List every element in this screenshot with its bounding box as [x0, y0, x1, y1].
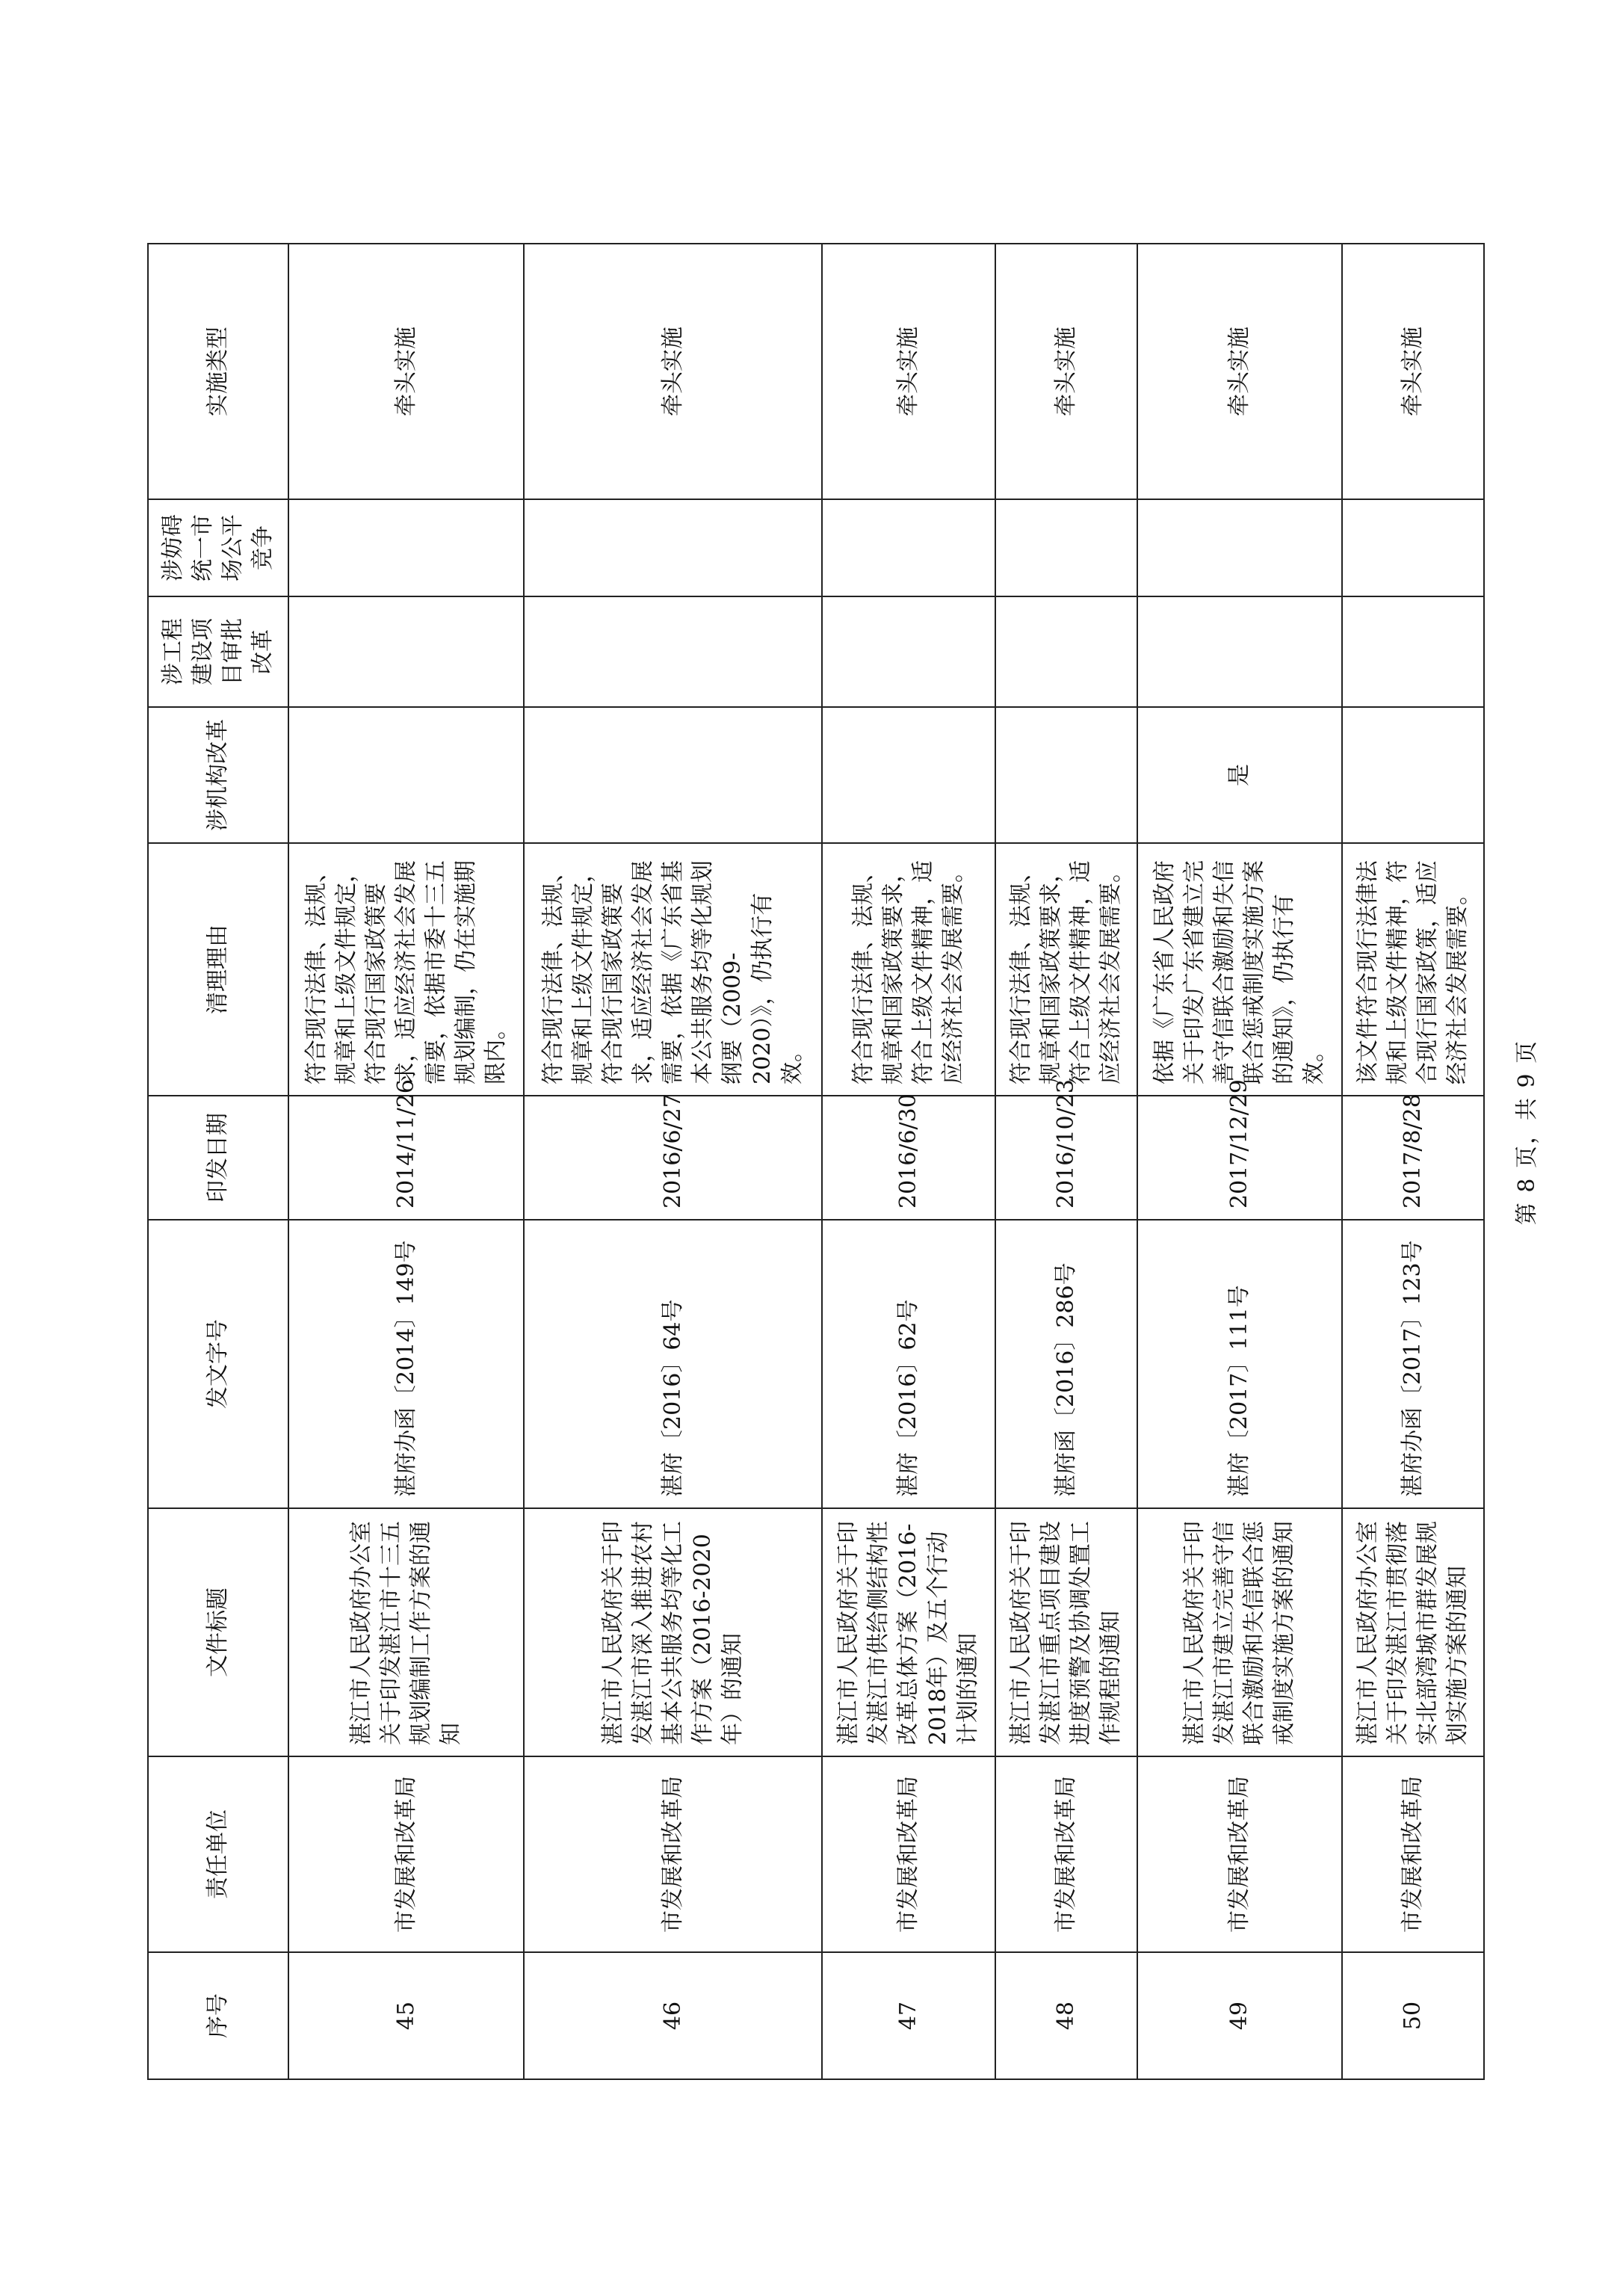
cell-org-reform: 是	[1137, 707, 1342, 843]
cell-doc-no: 湛府函〔2016〕286号	[995, 1220, 1137, 1508]
header-competition: 涉妨碍统一市场公平竞争	[148, 499, 288, 596]
cell-reason: 符合现行法律、法规、规章和上级文件规定，符合现行国家政策要求，适应经济社会发展需要，依据市委十三五规划编制，仍在实施期限内。	[288, 843, 524, 1096]
cell-date: 2016/10/23	[995, 1096, 1137, 1220]
cell-eng-reform	[1137, 596, 1342, 707]
table-row	[524, 244, 822, 2079]
header-no: 序号	[148, 1952, 288, 2079]
cell-unit: 市发展和改革局	[288, 1756, 524, 1952]
cell-no: 46	[524, 1952, 822, 2079]
cell-unit: 市发展和改革局	[1342, 1756, 1484, 1952]
header-title: 文件标题	[148, 1508, 288, 1756]
cell-type: 牵头实施	[524, 244, 822, 499]
cell-org-reform	[822, 707, 995, 843]
cell-competition	[1342, 499, 1484, 596]
table-header-row	[148, 244, 288, 2079]
cell-date: 2016/6/27	[524, 1096, 822, 1220]
cell-date: 2014/11/26	[288, 1096, 524, 1220]
cell-reason: 符合现行法律、法规、规章和国家政策要求，符合上级文件精神，适应经济社会发展需要。	[822, 843, 995, 1096]
cell-title: 湛江市人民政府办公室关于印发湛江市十三五规划编制工作方案的通知	[288, 1508, 524, 1756]
cell-type: 牵头实施	[288, 244, 524, 499]
cell-eng-reform	[822, 596, 995, 707]
page-footer: 第 8 页，共 9 页	[1514, 1039, 1540, 1226]
cell-date: 2017/8/28	[1342, 1096, 1484, 1220]
cell-unit: 市发展和改革局	[822, 1756, 995, 1952]
cell-no: 45	[288, 1952, 524, 2079]
cell-reason: 该文件符合现行法律法规和上级文件精神，符合现行国家政策，适应经济社会发展需要。	[1342, 843, 1484, 1096]
cell-reason: 依据《广东省人民政府关于印发广东省建立完善守信联合激励和失信联合惩戒制度实施方案的通知》，仍执行有效。	[1137, 843, 1342, 1096]
table-row	[288, 244, 524, 2079]
cell-doc-no: 湛府办函〔2017〕123号	[1342, 1220, 1484, 1508]
cell-competition	[524, 499, 822, 596]
cell-competition	[1137, 499, 1342, 596]
header-unit: 责任单位	[148, 1756, 288, 1952]
cell-title: 湛江市人民政府办公室关于印发湛江市贯彻落实北部湾城市群发展规划实施方案的通知	[1342, 1508, 1484, 1756]
cell-unit: 市发展和改革局	[1137, 1756, 1342, 1952]
table-row	[1137, 244, 1342, 2079]
cell-doc-no: 湛府〔2017〕111号	[1137, 1220, 1342, 1508]
cell-org-reform	[524, 707, 822, 843]
header-reason: 清理理由	[148, 843, 288, 1096]
cell-date: 2016/6/30	[822, 1096, 995, 1220]
cell-doc-no: 湛府〔2016〕62号	[822, 1220, 995, 1508]
cell-no: 49	[1137, 1952, 1342, 2079]
header-org-reform: 涉机构改革	[148, 707, 288, 843]
cell-type: 牵头实施	[1137, 244, 1342, 499]
header-eng-reform: 涉工程建设项目审批改革	[148, 596, 288, 707]
cell-type: 牵头实施	[1342, 244, 1484, 499]
cell-title: 湛江市人民政府关于印发湛江市供给侧结构性改革总体方案（2016-2018年）及五个行动计划的通知	[822, 1508, 995, 1756]
cell-org-reform	[995, 707, 1137, 843]
cell-no: 48	[995, 1952, 1137, 2079]
cell-doc-no: 湛府办函〔2014〕149号	[288, 1220, 524, 1508]
table-row	[822, 244, 995, 2079]
cell-title: 湛江市人民政府关于印发湛江市建立完善守信联合激励和失信联合惩戒制度实施方案的通知	[1137, 1508, 1342, 1756]
cell-no: 50	[1342, 1952, 1484, 2079]
cell-competition	[822, 499, 995, 596]
cell-title: 湛江市人民政府关于印发湛江市重点项目建设进度预警及协调处置工作规程的通知	[995, 1508, 1137, 1756]
cell-unit: 市发展和改革局	[524, 1756, 822, 1952]
header-date: 印发日期	[148, 1096, 288, 1220]
cell-competition	[995, 499, 1137, 596]
cell-type: 牵头实施	[822, 244, 995, 499]
cell-unit: 市发展和改革局	[995, 1756, 1137, 1952]
cell-no: 47	[822, 1952, 995, 2079]
cell-reason: 符合现行法律、法规、规章和国家政策要求，符合上级文件精神，适应经济社会发展需要。	[995, 843, 1137, 1096]
cell-doc-no: 湛府〔2016〕64号	[524, 1220, 822, 1508]
cell-reason: 符合现行法律、法规、规章和上级文件规定，符合现行国家政策要求，适应经济社会发展需要，依据《广东省基本公共服务均等化规划纲要（2009-2020）》，仍执行有效。	[524, 843, 822, 1096]
header-type: 实施类型	[148, 244, 288, 499]
rotated-table-container	[147, 244, 1485, 2080]
table-row	[1342, 244, 1484, 2079]
table-body	[288, 244, 1484, 2079]
header-doc-no: 发文字号	[148, 1220, 288, 1508]
cell-eng-reform	[524, 596, 822, 707]
cell-type: 牵头实施	[995, 244, 1137, 499]
policy-document-table	[147, 243, 1485, 2080]
cell-competition	[288, 499, 524, 596]
cell-org-reform	[288, 707, 524, 843]
cell-date: 2017/12/29	[1137, 1096, 1342, 1220]
cell-eng-reform	[288, 596, 524, 707]
table-row	[995, 244, 1137, 2079]
cell-eng-reform	[1342, 596, 1484, 707]
cell-org-reform	[1342, 707, 1484, 843]
cell-eng-reform	[995, 596, 1137, 707]
cell-title: 湛江市人民政府关于印发湛江市深入推进农村基本公共服务均等化工作方案（2016-2020年）的通知	[524, 1508, 822, 1756]
